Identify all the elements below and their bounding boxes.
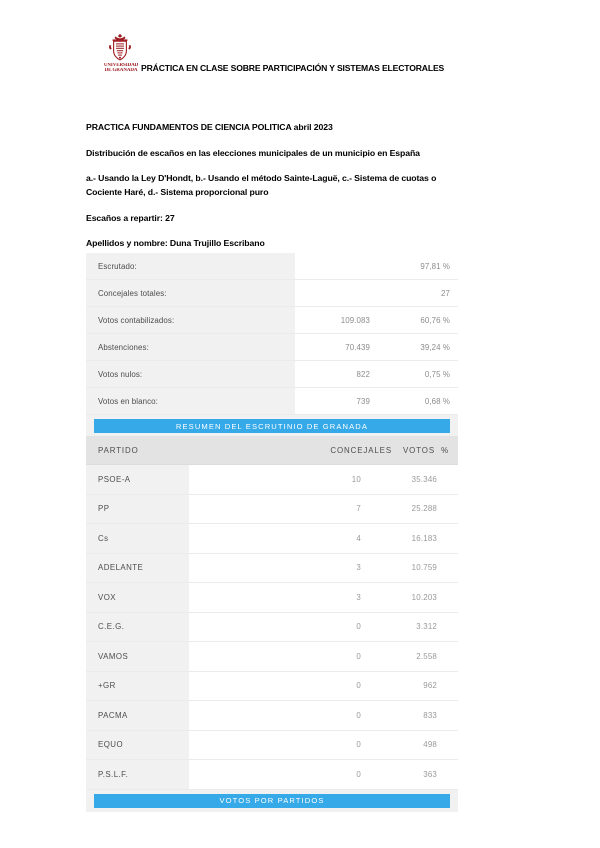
party-percent [449,760,458,789]
party-row-spacer [189,731,266,760]
parties-table [86,436,458,812]
party-row-spacer [189,760,266,789]
logo-wordmark-line1: UNIVERSIDAD [103,63,139,68]
summary-percent: 39,24 % [378,334,458,360]
party-votos: 3.312 [370,613,449,642]
party-name: VAMOS [86,642,189,671]
party-concejales: 0 [266,731,370,760]
table-row [86,613,458,643]
summary-label: Votos contabilizados: [86,307,295,333]
document-body-text [86,121,468,263]
party-concejales: 0 [266,613,370,642]
party-percent [449,613,458,642]
party-concejales: 4 [266,524,370,553]
party-votos: 498 [370,731,449,760]
university-of-granada-crest-icon [107,33,133,63]
parties-banner-container [86,790,458,812]
party-name: EQUO [86,731,189,760]
party-concejales: 0 [266,642,370,671]
table-row [86,334,458,361]
paragraph-seats: Escaños a repartir: 27 [86,212,175,223]
party-concejales: 3 [266,554,370,583]
party-concejales: 7 [266,495,370,524]
party-votos: 35.346 [370,465,449,494]
table-row [86,554,458,584]
table-row [86,642,458,672]
summary-value [295,280,378,306]
summary-banner: RESUMEN DEL ESCRUTINIO DE GRANADA [94,419,450,433]
party-concejales: 3 [266,583,370,612]
column-header-partido: PARTIDO [98,445,139,455]
party-percent [449,672,458,701]
party-percent [449,583,458,612]
party-name: PACMA [86,701,189,730]
table-row [86,495,458,525]
party-percent [449,731,458,760]
party-name: Cs [86,524,189,553]
party-row-spacer [189,701,266,730]
summary-value: 109.083 [295,307,378,333]
paragraph-student-name: Apellidos y nombre: Duna Trujillo Escribano [86,238,265,249]
party-row-spacer [189,524,266,553]
header-title: PRÁCTICA EN CLASE SOBRE PARTICIPACIÓN Y SISTEMAS ELECTORALES [141,63,445,73]
summary-label: Votos en blanco: [86,388,295,414]
party-name: +GR [86,672,189,701]
party-votos: 962 [370,672,449,701]
table-row [86,280,458,307]
party-votos: 833 [370,701,449,730]
party-votos: 10.759 [370,554,449,583]
logo-wordmark-line2: DE GRANADA [104,68,138,73]
table-row [86,701,458,731]
table-row [86,583,458,613]
summary-percent: 60,76 % [378,307,458,333]
party-name: VOX [86,583,189,612]
party-percent [449,465,458,494]
column-header-votos: VOTOS [403,445,435,455]
summary-value: 739 [295,388,378,414]
party-row-spacer [189,672,266,701]
paragraph-methods: a.- Usando la Ley D'Hondt, b.- Usando el método Sainte-Laguë, c.- Sistema de cuotas o Cociente Haré, d.- Sistema proporcional puro [86,173,437,197]
table-row [86,253,458,280]
table-row [86,465,458,495]
party-votos: 10.203 [370,583,449,612]
party-percent [449,554,458,583]
summary-percent: 97,81 % [378,253,458,279]
party-votos: 16.183 [370,524,449,553]
party-row-spacer [189,613,266,642]
party-concejales: 0 [266,760,370,789]
party-percent [449,495,458,524]
table-row [86,361,458,388]
table-row [86,672,458,702]
party-percent [449,642,458,671]
table-row [86,524,458,554]
table-row [86,731,458,761]
party-row-spacer [189,554,266,583]
party-name: C.E.G. [86,613,189,642]
party-votos: 363 [370,760,449,789]
summary-label: Concejales totales: [86,280,295,306]
party-row-spacer [189,495,266,524]
column-header-concejales: CONCEJALES [330,445,392,455]
party-row-spacer [189,583,266,612]
party-votos: 2.558 [370,642,449,671]
document-header [86,33,506,83]
summary-value [295,253,378,279]
summary-table [86,253,458,437]
party-row-spacer [189,642,266,671]
summary-value: 70.439 [295,334,378,360]
summary-percent: 0,68 % [378,388,458,414]
party-concejales: 10 [266,465,370,494]
column-header-percent: % [441,445,449,455]
table-row [86,307,458,334]
party-votos: 25.288 [370,495,449,524]
summary-label: Votos nulos: [86,361,295,387]
party-concejales: 0 [266,701,370,730]
summary-percent: 27 [378,280,458,306]
party-name: ADELANTE [86,554,189,583]
party-name: P.S.L.F. [86,760,189,789]
summary-value: 822 [295,361,378,387]
parties-banner: VOTOS POR PARTIDOS [94,794,450,808]
summary-percent: 0,75 % [378,361,458,387]
party-percent [449,701,458,730]
summary-label: Abstenciones: [86,334,295,360]
summary-label: Escrutado: [86,253,295,279]
party-name: PSOE-A [86,465,189,494]
paragraph-subject: Distribución de escaños en las elecciones municipales de un municipio en España [86,147,420,158]
party-percent [449,524,458,553]
paragraph-course-title: PRACTICA FUNDAMENTOS DE CIENCIA POLITICA abril 2023 [86,122,333,132]
table-row [86,760,458,790]
party-concejales: 0 [266,672,370,701]
summary-banner-container [86,415,458,437]
party-row-spacer [189,465,266,494]
party-name: PP [86,495,189,524]
university-logo [97,33,145,83]
table-row [86,388,458,415]
parties-table-header [86,436,458,465]
